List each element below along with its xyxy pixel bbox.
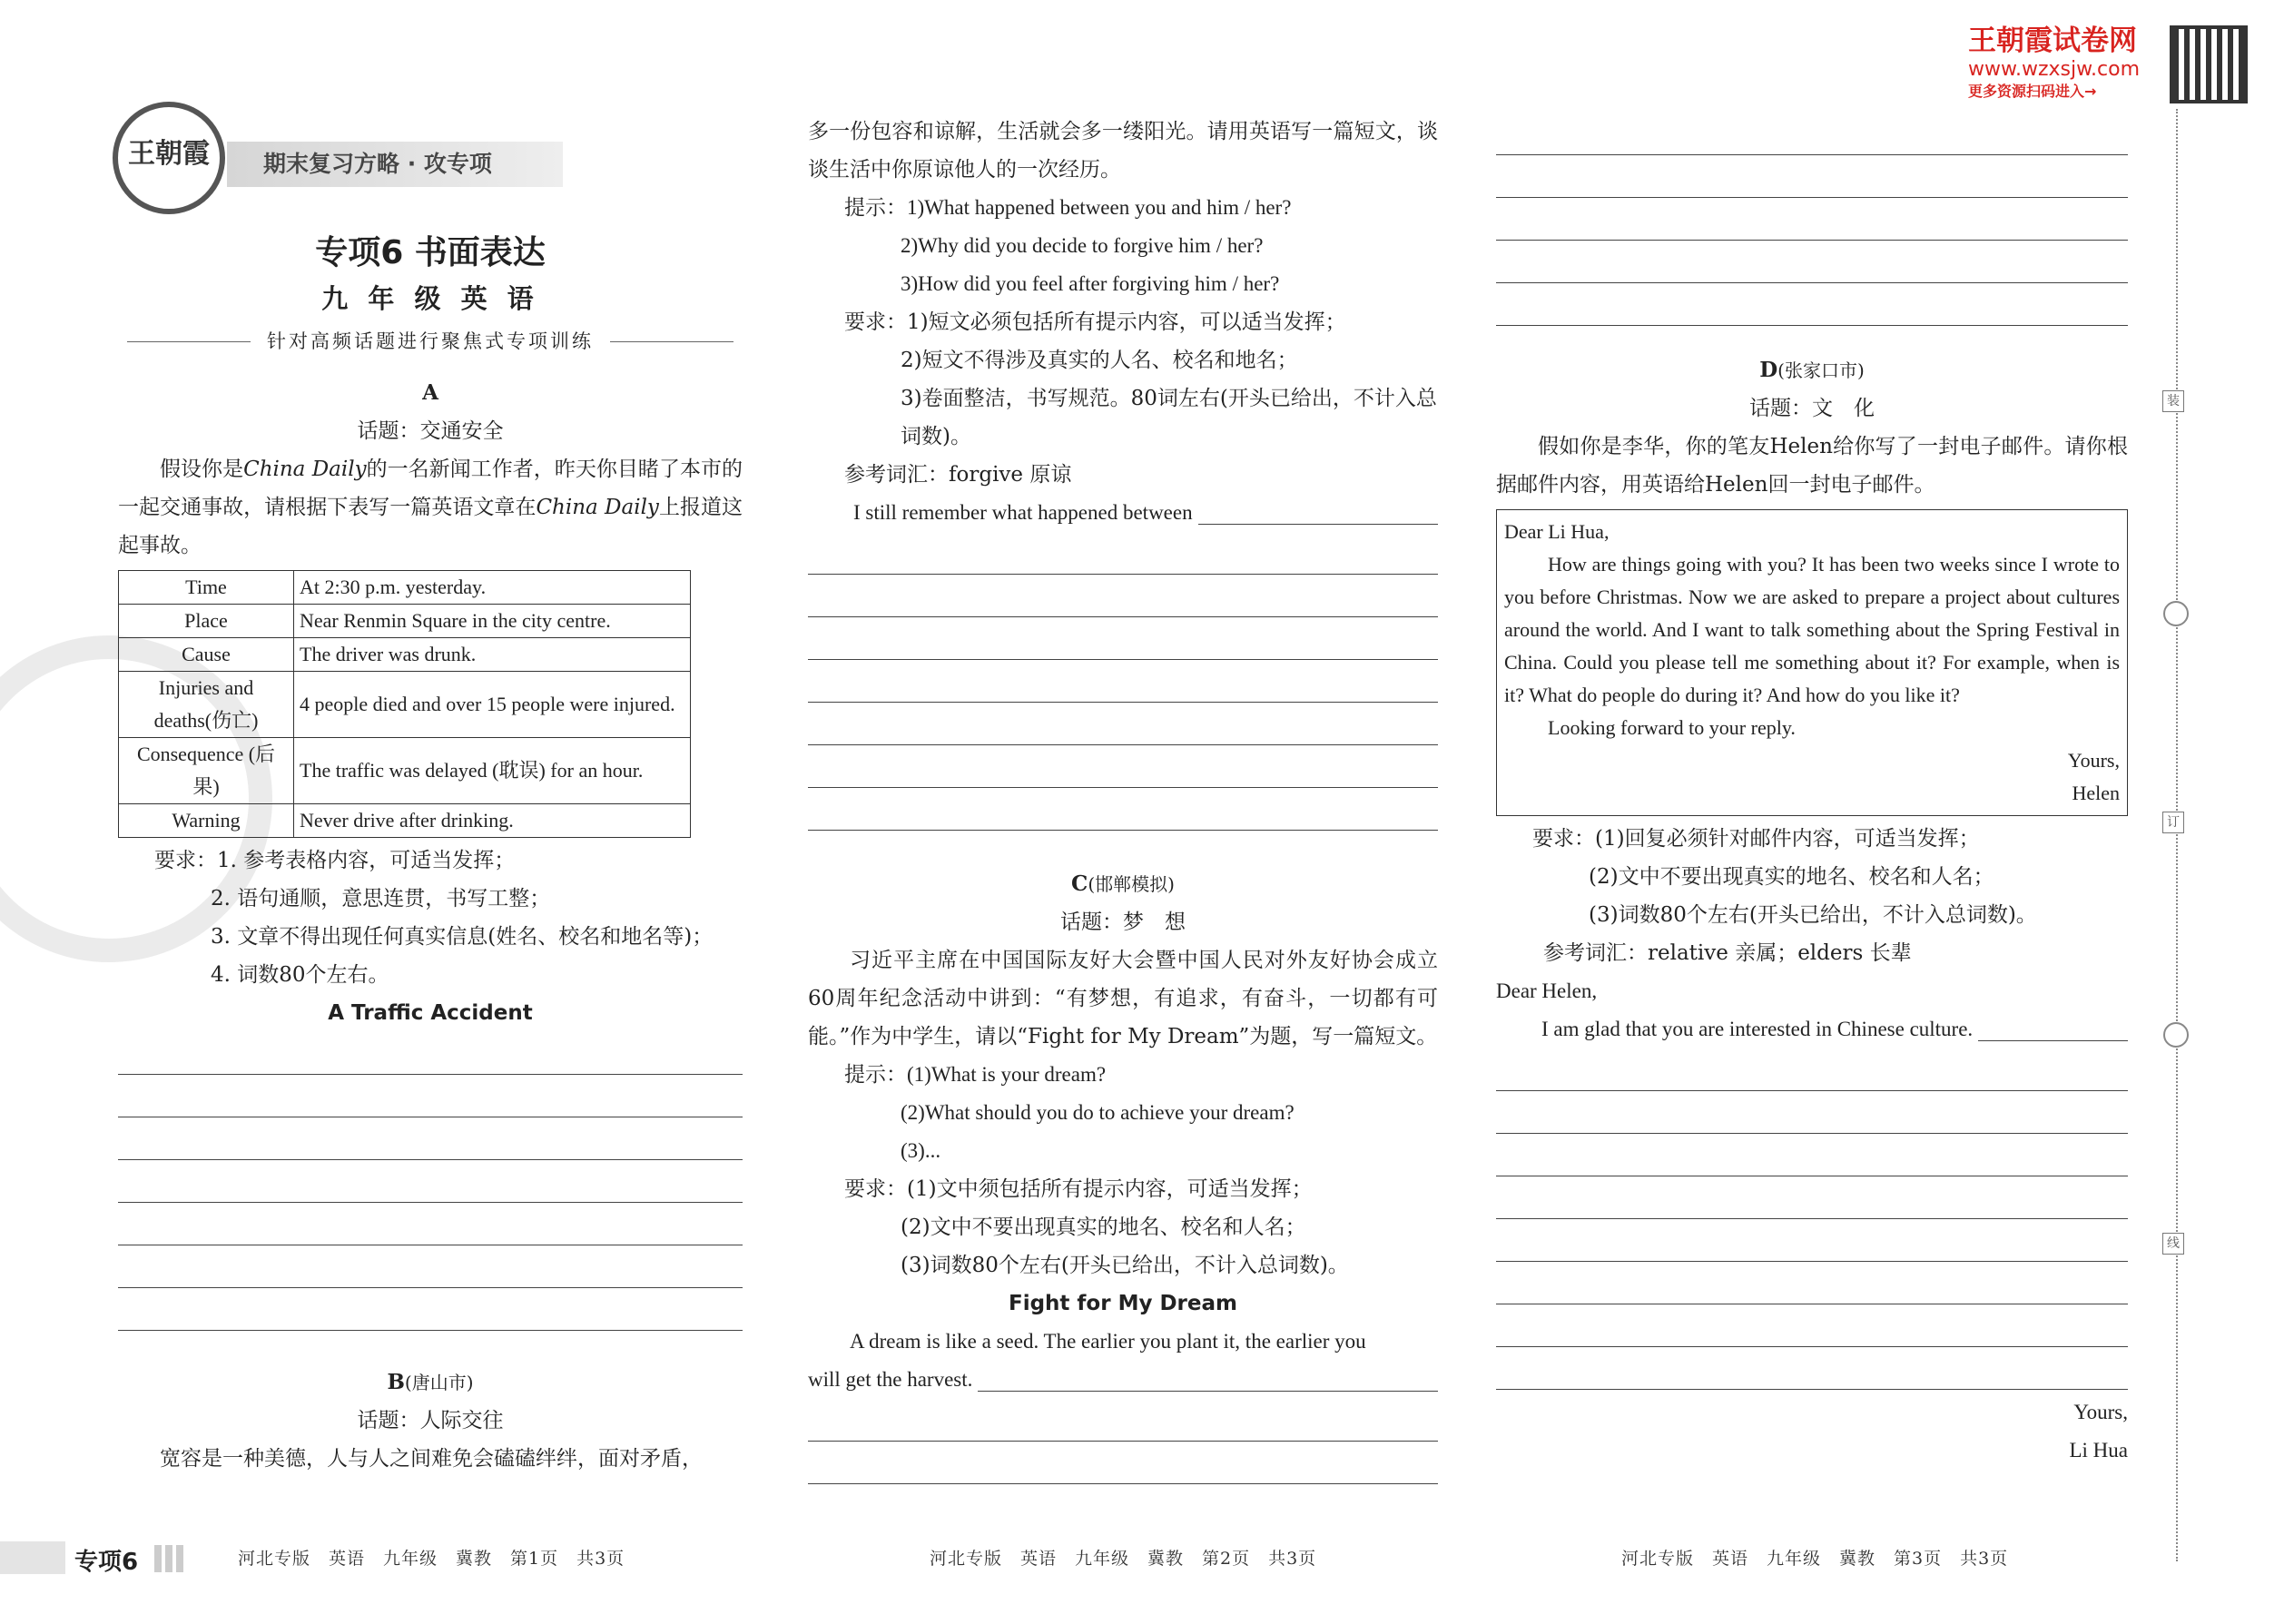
writing-line[interactable]	[808, 1399, 1438, 1442]
writing-line[interactable]	[808, 660, 1438, 703]
binding-char: 订	[2162, 812, 2184, 833]
china-daily-name: China Daily	[536, 496, 659, 519]
section-b-intro-p2: 多一份包容和谅解，生活就会多一缕阳光。请用英语写一篇短文，谈谈生活中你原谅他人的一次经历。	[808, 120, 1438, 182]
writing-line[interactable]	[1496, 1219, 2128, 1262]
footer-page-1: 河北专版 英语 九年级 冀教 第1页 共3页	[238, 1549, 625, 1569]
requirement: 要求：1)短文必须包括所有提示内容，可以适当发挥；	[844, 310, 1346, 334]
section-c-topic: 话题：梦 想	[1060, 910, 1186, 934]
scan-text: 更多资源扫码进入→	[1968, 83, 2097, 100]
binding-char: 线	[2162, 1233, 2184, 1255]
section-a-label: A	[422, 380, 438, 405]
hint: (3)...	[901, 1139, 941, 1162]
email-box	[1496, 509, 2128, 816]
essay-title: Fight for My Dream	[1008, 1292, 1237, 1315]
writing-area-a[interactable]	[118, 1032, 743, 1331]
writing-line[interactable]	[808, 745, 1438, 788]
intro-part: 假设你是	[160, 458, 244, 481]
table-row	[119, 605, 691, 638]
requirement: 要求：1. 参考表格内容，可适当发挥；	[154, 849, 516, 872]
vocabulary: 参考词汇：forgive 原谅	[844, 463, 1072, 487]
writing-line[interactable]	[808, 575, 1438, 617]
writing-line[interactable]	[118, 1203, 743, 1245]
section-c-start-row	[808, 1361, 1438, 1399]
footer-tag: 专项6	[74, 1549, 139, 1576]
section-a-intro	[118, 450, 743, 565]
requirement: 2)短文不得涉及真实的人名、校名和地名；	[901, 349, 1298, 372]
table-row	[119, 571, 691, 605]
section-b-region: (唐山市)	[404, 1372, 474, 1393]
section-c-label: C	[1071, 871, 1088, 896]
email-greeting: Dear Li Hua,	[1504, 520, 1610, 543]
writing-line[interactable]	[1496, 1347, 2128, 1390]
hint: 2)Why did you decide to forgive him / her?	[901, 234, 1264, 257]
writing-line[interactable]	[118, 1160, 743, 1203]
intro-part: 的一名新闻工作者，昨天你目睹了本市的一起交通事故，请根据下表写一篇英语文章在	[118, 458, 743, 519]
table-key: Warning	[119, 804, 294, 838]
tagline: 针对高频话题进行聚焦式专项训练	[267, 330, 594, 352]
writing-area-b[interactable]	[808, 532, 1438, 831]
page-title: 专项6 书面表达	[315, 234, 546, 271]
writing-line[interactable]	[118, 1075, 743, 1117]
writing-line[interactable]	[1496, 283, 2128, 326]
section-d-intro: 假如你是李华，你的笔友Helen给你写了一封电子邮件。请你根据邮件内容，用英语给Helen回一封电子邮件。	[1496, 435, 2128, 497]
writing-line[interactable]	[1496, 241, 2128, 283]
hint: 提示：1)What happened between you and him / her?	[844, 196, 1292, 219]
table-row	[119, 804, 691, 838]
footer-tag-bar	[0, 1541, 65, 1574]
section-b-start-row	[808, 494, 1438, 532]
writing-area-d[interactable]	[1496, 1048, 2128, 1390]
section-c-start-2: will get the harvest.	[808, 1368, 973, 1391]
binding-char: 装	[2162, 390, 2184, 412]
section-d-topic: 话题：文 化	[1749, 397, 1875, 420]
binding-hole-icon	[2163, 601, 2189, 626]
writing-line[interactable]	[1496, 1134, 2128, 1176]
footer-page-3: 河北专版 英语 九年级 冀教 第3页 共3页	[1621, 1549, 2009, 1569]
writing-line[interactable]	[1978, 1013, 2128, 1041]
writing-line[interactable]	[1496, 155, 2128, 198]
requirement: (2)文中不要出现真实的地名、校名和人名；	[1589, 865, 1994, 889]
writing-line[interactable]	[118, 1032, 743, 1075]
reply-greeting: Dear Helen,	[1496, 979, 1598, 1002]
email-yours: Yours,	[2067, 749, 2120, 772]
table-row	[119, 638, 691, 672]
writing-line[interactable]	[808, 1442, 1438, 1484]
requirement: 4. 词数80个左右。	[211, 963, 389, 987]
table-value: Never drive after drinking.	[294, 804, 691, 838]
tagline-rule-left	[127, 341, 251, 342]
section-c-heading	[808, 865, 1438, 903]
section-c-intro: 习近平主席在中国国际友好大会暨中国人民对外友好协会成立60周年纪念活动中讲到：“有梦想，有追求，有奋斗，一切都有可能。”作为中学生，请以“Fight for My Dream”为题，写一篇短文。	[808, 949, 1438, 1048]
footer-pattern	[154, 1545, 187, 1572]
writing-line[interactable]	[1496, 1262, 2128, 1304]
section-a-topic: 话题：交通安全	[357, 419, 504, 443]
email-body: How are things going with you? It has been two weeks since I wrote to you before Christmas. Now we are asked to prepare a project about cultures around the world. And I want to talk something about the Spring Festival in China. Could you please tell me something about it? For example, when is it? What do people do during it? And how do you like it?	[1504, 553, 2120, 706]
table-value: The traffic was delayed (耽误) for an hour.	[294, 738, 691, 804]
writing-line[interactable]	[808, 788, 1438, 831]
table-key: Cause	[119, 638, 294, 672]
hint: 3)How did you feel after forgiving him / her?	[901, 272, 1280, 295]
section-d-label: D	[1759, 358, 1778, 382]
requirement: (3)词数80个左右(开头已给出，不计入总词数)。	[901, 1254, 1349, 1277]
logo-badge	[113, 102, 225, 214]
intro-part: 上报道这起事故。	[118, 496, 743, 557]
writing-line[interactable]	[118, 1245, 743, 1288]
section-b-topic: 话题：人际交往	[357, 1409, 504, 1432]
reply-start-row	[1496, 1010, 2128, 1048]
banner-text: 期末复习方略 · 攻专项	[263, 151, 492, 177]
table-row	[119, 672, 691, 738]
brand-block	[1968, 24, 2168, 102]
writing-line[interactable]	[118, 1117, 743, 1160]
writing-line[interactable]	[1496, 1176, 2128, 1219]
section-c-region: (邯郸模拟)	[1088, 873, 1175, 895]
requirement: 3. 文章不得出现任何真实信息(姓名、校名和地名等)；	[211, 925, 714, 949]
section-d-region: (张家口市)	[1777, 359, 1865, 381]
binding-hole-icon	[2163, 1022, 2189, 1048]
brand-url: www.wzxsjw.com	[1968, 58, 2141, 81]
email-closing: Looking forward to your reply.	[1548, 716, 1796, 739]
binding-dotted-line	[2176, 109, 2178, 1561]
reply-sign: Li Hua	[2069, 1439, 2128, 1462]
table-value: At 2:30 p.m. yesterday.	[294, 571, 691, 605]
writing-line[interactable]	[978, 1363, 1438, 1392]
writing-line[interactable]	[1496, 1091, 2128, 1134]
page-subtitle: 九 年 级 英 语	[321, 283, 539, 314]
writing-line[interactable]	[1496, 113, 2128, 155]
section-b-start: I still remember what happened between	[853, 501, 1193, 524]
table-value: 4 people died and over 15 people were injured.	[294, 672, 691, 738]
accident-table	[118, 570, 691, 838]
brand-name: 王朝霞试卷网	[1968, 25, 2137, 57]
requirement: 要求：(1)文中须包括所有提示内容，可适当发挥；	[844, 1177, 1313, 1201]
writing-line[interactable]	[808, 532, 1438, 575]
table-value: Near Renmin Square in the city centre.	[294, 605, 691, 638]
writing-line[interactable]	[1496, 198, 2128, 241]
writing-line[interactable]	[118, 1288, 743, 1331]
vocabulary: 参考词汇：relative 亲属；elders 长辈	[1543, 941, 1912, 965]
requirement: 要求：(1)回复必须针对邮件内容，可适当发挥；	[1532, 827, 1980, 851]
footer-page-2: 河北专版 英语 九年级 冀教 第2页 共3页	[930, 1549, 1317, 1569]
logo-text: 王朝霞	[128, 138, 210, 170]
section-b-intro-p1: 宽容是一种美德，人与人之间难免会磕磕绊绊，面对矛盾，	[160, 1447, 703, 1471]
qr-code[interactable]	[2170, 25, 2248, 103]
hint: 提示：(1)What is your dream?	[844, 1063, 1107, 1086]
email-sign: Helen	[2072, 782, 2120, 804]
writing-line[interactable]	[808, 703, 1438, 745]
requirement: (2)文中不要出现真实的地名、校名和人名；	[901, 1216, 1306, 1239]
writing-line[interactable]	[1496, 1304, 2128, 1347]
section-d-heading	[1496, 351, 2128, 389]
section-c-start-1: A dream is like a seed. The earlier you plant it, the earlier you	[850, 1330, 1366, 1353]
tagline-rule-right	[610, 341, 733, 342]
writing-area-c-cont[interactable]	[1496, 113, 2128, 326]
writing-line[interactable]	[1496, 1048, 2128, 1091]
writing-line[interactable]	[808, 617, 1438, 660]
reply-start: I am glad that you are interested in Chinese culture.	[1541, 1018, 1974, 1040]
section-b-heading	[118, 1363, 743, 1402]
table-value: The driver was drunk.	[294, 638, 691, 672]
table-key: Time	[119, 571, 294, 605]
reply-yours: Yours,	[2073, 1401, 2128, 1423]
section-b-label: B	[387, 1370, 405, 1394]
table-key: Place	[119, 605, 294, 638]
tagline-row	[118, 321, 743, 361]
requirement: (3)词数80个左右(开头已给出，不计入总词数)。	[1589, 903, 2037, 927]
requirement: 3)卷面整洁，书写规范。80词左右(开头已给出，不计入总词数)。	[901, 387, 1437, 448]
hint: (2)What should you do to achieve your dream?	[901, 1101, 1295, 1124]
china-daily-name: China Daily	[243, 458, 367, 481]
table-row	[119, 738, 691, 804]
writing-line[interactable]	[1198, 497, 1438, 525]
table-key: Consequence (后果)	[119, 738, 294, 804]
table-key: Injuries and deaths(伤亡)	[119, 672, 294, 738]
banner	[227, 142, 563, 187]
requirement: 2. 语句通顺，意思连贯，书写工整；	[211, 887, 551, 910]
essay-title: A Traffic Accident	[328, 1001, 533, 1025]
